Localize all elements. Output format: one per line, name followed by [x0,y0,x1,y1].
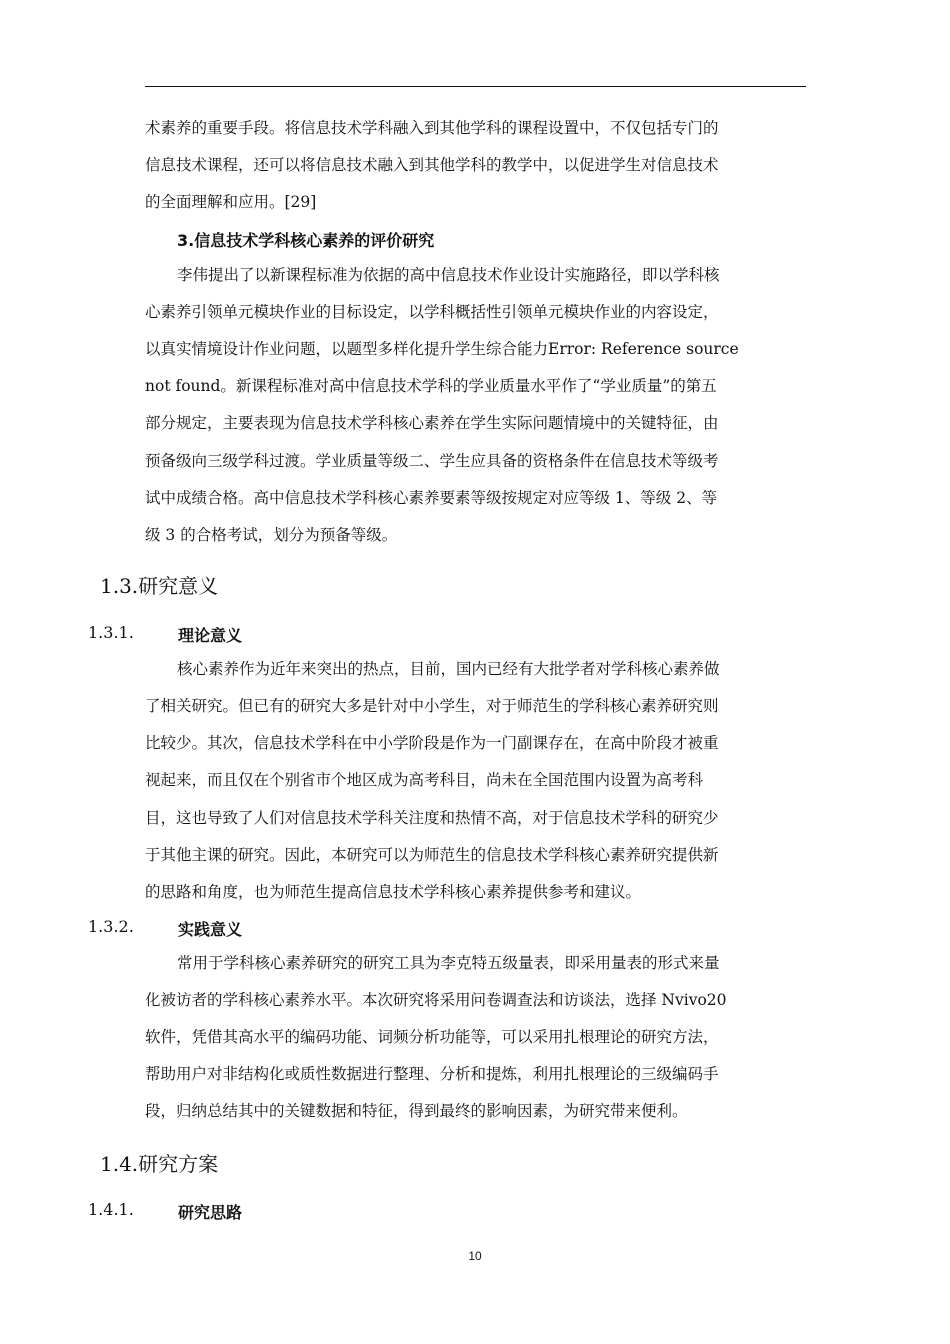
page-number: 10 [468,1249,482,1263]
para2-line: not found。新课程标准对高中信息技术学科的学业质量水平作了“学业质量”的第五 [145,377,717,395]
para1-line: 术素养的重要手段。将信息技术学科融入到其他学科的课程设置中，不仅包括专门的 [145,119,719,137]
section-number-1-4-1: 1.4.1. [88,1200,134,1219]
para4-line: 化被访者的学科核心素养水平。本次研究将采用问卷调查法和访谈法，选择 Nvivo20 [145,991,727,1009]
para2-line: 心素养引领单元模块作业的目标设定，以学科概括性引领单元模块作业的内容设定， [145,303,719,321]
para1-line: 信息技术课程，还可以将信息技术融入到其他学科的教学中，以促进学生对信息技术 [145,156,719,174]
header-rule [145,86,806,87]
para2-line: 以真实情境设计作业问题，以题型多样化提升学生综合能力Error: Reference source [145,340,739,358]
para3-line: 核心素养作为近年来突出的热点，目前，国内已经有大批学者对学科核心素养做 [177,660,720,678]
para4-line: 软件，凭借其高水平的编码功能、词频分析功能等，可以采用扎根理论的研究方法， [145,1028,719,1046]
para4-line: 常用于学科核心素养研究的研究工具为李克特五级量表，即采用量表的形式来量 [177,954,720,972]
para2-line: 部分规定，主要表现为信息技术学科核心素养在学生实际问题情境中的关键特征，由 [145,414,719,432]
para3-line: 视起来，而且仅在个别省市个地区成为高考科目，尚未在全国范围内设置为高考科 [145,771,704,789]
para3-line: 目，这也导致了人们对信息技术学科关注度和热情不高，对于信息技术学科的研究少 [145,809,719,827]
para3-line: 比较少。其次，信息技术学科在中小学阶段是作为一门副课存在，在高中阶段才被重 [145,734,719,752]
para2-line: 预备级向三级学科过渡。学业质量等级二、学生应具备的资格条件在信息技术等级考 [145,452,719,470]
section-heading-1-4: 1.4.研究方案 [100,1152,219,1176]
subheading-evaluation-research: 3.信息技术学科核心素养的评价研究 [177,231,435,250]
section-title-1-4-1: 研究思路 [178,1203,243,1222]
para2-line: 试中成绩合格。高中信息技术学科核心素养要素等级按规定对应等级 1、等级 2、等 [145,489,718,507]
section-number-1-3-1: 1.3.1. [88,623,134,642]
para2-line: 级 3 的合格考试，划分为预备等级。 [145,526,398,544]
section-heading-1-3: 1.3.研究意义 [100,574,219,598]
para3-line: 了相关研究。但已有的研究大多是针对中小学生，对于师范生的学科核心素养研究则 [145,697,719,715]
section-title-1-3-1: 理论意义 [178,626,243,645]
section-number-1-3-2: 1.3.2. [88,917,134,936]
para2-line: 李伟提出了以新课程标准为依据的高中信息技术作业设计实施路径，即以学科核 [177,266,720,284]
para1-line: 的全面理解和应用。[29] [145,193,317,211]
section-title-1-3-2: 实践意义 [178,920,243,939]
para3-line: 于其他主课的研究。因此，本研究可以为师范生的信息技术学科核心素养研究提供新 [145,846,719,864]
para4-line: 帮助用户对非结构化或质性数据进行整理、分析和提炼，利用扎根理论的三级编码手 [145,1065,719,1083]
para3-line: 的思路和角度，也为师范生提高信息技术学科核心素养提供参考和建议。 [145,883,642,901]
para4-line: 段，归纳总结其中的关键数据和特征，得到最终的影响因素，为研究带来便利。 [145,1102,688,1120]
